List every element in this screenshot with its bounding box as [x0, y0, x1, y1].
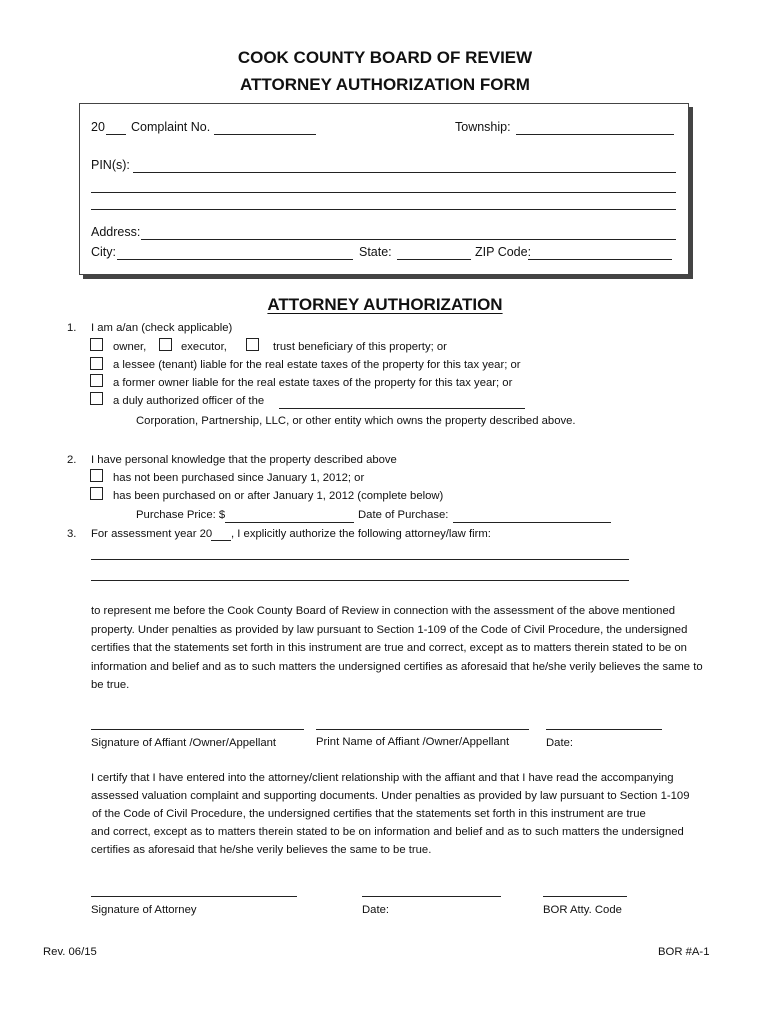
not-purchased-label: has not been purchased since January 1, 2012; or — [113, 472, 365, 484]
attorney-signature-label: Signature of Attorney — [91, 904, 197, 916]
item3-number: 3. — [67, 528, 77, 540]
attorney-date-field[interactable] — [362, 896, 501, 897]
pins-label: PIN(s): — [91, 158, 130, 172]
bor-atty-code-field[interactable] — [543, 896, 627, 897]
section-title: ATTORNEY AUTHORIZATION — [267, 295, 503, 314]
lessee-checkbox[interactable] — [90, 357, 103, 370]
item2-number: 2. — [67, 454, 77, 466]
lessee-label: a lessee (tenant) liable for the real estate taxes of the property for this tax year; or — [113, 359, 521, 371]
affiant-print-name-field[interactable] — [316, 729, 529, 730]
purchase-date-label: Date of Purchase: — [358, 509, 449, 521]
attorney-paragraph-line: and correct, except as to matters therein stated to be on information and belief and as to such matters the undersigned — [91, 826, 684, 838]
owner-label: owner, — [113, 341, 147, 353]
affiant-paragraph-line: certifies that the statements set forth in this instrument are true and correct, except as to matters therein stated to be on — [91, 642, 687, 654]
attorney-paragraph-line: assessed valuation complaint and supporting documents. Under penalties as provided by law pursuant to Section 1-109 — [91, 790, 690, 802]
owner-checkbox[interactable] — [90, 338, 103, 351]
state-label: State: — [359, 245, 392, 259]
trust-beneficiary-label: trust beneficiary of this property; or — [273, 341, 447, 353]
attorney-firm-field-1[interactable] — [91, 559, 629, 560]
city-label: City: — [91, 245, 116, 259]
entity-name-field[interactable] — [279, 408, 525, 409]
item3-text-after: , I explicitly authorize the following attorney/law firm: — [231, 528, 491, 540]
bor-atty-code-label: BOR Atty. Code — [543, 904, 622, 916]
attorney-paragraph-line: certifies as aforesaid that he/she verily believes the same to be true. — [91, 844, 432, 856]
attorney-paragraph-line: I certify that I have entered into the attorney/client relationship with the affiant and that I have read the accompanying — [91, 772, 674, 784]
affiant-paragraph-line: property. Under penalties as provided by law pursuant to Section 1-109 of the Code of Civil Procedure, the undersigned — [91, 623, 688, 636]
attorney-signature-field[interactable] — [91, 896, 297, 897]
item1-number: 1. — [67, 322, 77, 334]
item2-intro: I have personal knowledge that the property described above — [91, 454, 397, 466]
not-purchased-checkbox[interactable] — [90, 469, 103, 482]
attorney-date-label: Date: — [362, 904, 390, 916]
address-field[interactable] — [141, 239, 676, 240]
township-field[interactable] — [516, 134, 674, 135]
state-field[interactable] — [397, 259, 471, 260]
affiant-date-field[interactable] — [546, 729, 662, 730]
affiant-paragraph-line: to represent me before the Cook County Board of Review in connection with the assessment of the above mentioned — [91, 605, 676, 617]
assessment-year-field[interactable] — [211, 540, 231, 541]
attorney-firm-field-2[interactable] — [91, 580, 629, 581]
township-label: Township: — [455, 120, 511, 134]
complaint-number-field[interactable] — [214, 134, 316, 135]
zip-field[interactable] — [528, 259, 672, 260]
form-title-line2: ATTORNEY AUTHORIZATION FORM — [240, 75, 530, 94]
address-label: Address: — [91, 225, 141, 239]
officer-checkbox[interactable] — [90, 392, 103, 405]
year-field[interactable] — [106, 134, 126, 135]
city-field[interactable] — [117, 259, 353, 260]
form-title-line1: COOK COUNTY BOARD OF REVIEW — [237, 48, 533, 67]
pin-field-3[interactable] — [91, 209, 676, 210]
zip-label: ZIP Code: — [475, 245, 532, 259]
affiant-paragraph — [91, 602, 703, 695]
officer-label: a duly authorized officer of the — [113, 395, 265, 407]
complaint-label: Complaint No. — [131, 120, 211, 134]
purchase-price-label: Purchase Price: $ — [136, 509, 226, 521]
pin-field-2[interactable] — [91, 192, 676, 193]
purchase-date-field[interactable] — [453, 522, 611, 523]
item3-text-before: For assessment year 20 — [91, 528, 213, 540]
executor-checkbox[interactable] — [159, 338, 172, 351]
affiant-date-label: Date: — [546, 737, 574, 749]
pin-field-1[interactable] — [133, 172, 676, 173]
affiant-paragraph-line: be true. — [91, 679, 130, 691]
former-owner-checkbox[interactable] — [90, 374, 103, 387]
purchased-label: has been purchased on or after January 1, 2012 (complete below) — [113, 490, 444, 502]
affiant-paragraph-line: information and belief and as to such matters the undersigned certifies as aforesaid that he/she verily believes the same to — [91, 660, 703, 673]
purchase-price-field[interactable] — [225, 522, 354, 523]
entity-note: Corporation, Partnership, LLC, or other entity which owns the property described above. — [136, 415, 576, 427]
trust-beneficiary-checkbox[interactable] — [246, 338, 259, 351]
revision-label: Rev. 06/15 — [43, 946, 97, 958]
purchased-checkbox[interactable] — [90, 487, 103, 500]
executor-label: executor, — [181, 341, 227, 353]
affiant-signature-field[interactable] — [91, 729, 304, 730]
attorney-paragraph — [91, 769, 689, 859]
attorney-paragraph-line: of the Code of Civil Procedure, the undersigned certifies that the statements set forth in this instrument are true — [92, 808, 646, 820]
form-number: BOR #A-1 — [658, 946, 710, 958]
affiant-signature-label: Signature of Affiant /Owner/Appellant — [91, 737, 277, 749]
former-owner-label: a former owner liable for the real estate taxes of the property for this tax year; or — [113, 377, 513, 389]
year-prefix: 20 — [91, 120, 105, 134]
item1-intro: I am a/an (check applicable) — [91, 322, 233, 334]
affiant-print-name-label: Print Name of Affiant /Owner/Appellant — [316, 736, 510, 748]
